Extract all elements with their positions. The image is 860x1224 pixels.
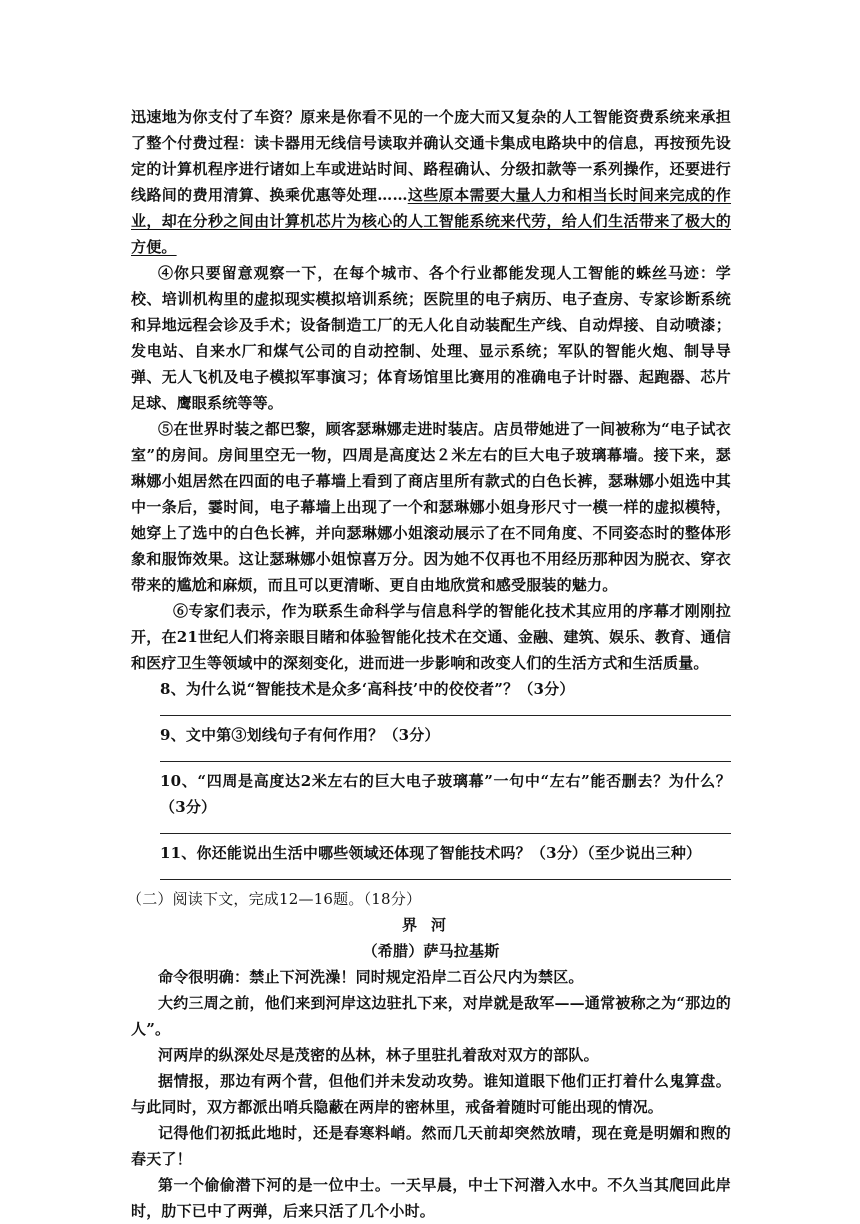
- underlined-sentence: 这些原本需要大量人力和相当长时间来完成的作业，却在分秒之间由计算机芯片为核心的人工智能系统来代劳，给人们生活带来了极大的方便。: [131, 186, 732, 256]
- story-paragraph: 据情报，那边有两个营，但他们并未发动攻势。谁知道眼下他们正打着什么鬼算盘。与此同时，双方都派出哨兵隐蔽在两岸的密林里，戒备着随时可能出现的情况。: [131, 1072, 731, 1116]
- answer-line-11[interactable]: [160, 866, 731, 880]
- story-paragraph: 大约三周之前，他们来到河岸这边驻扎下来，对岸就是敌军——通常被称之为“那边的人”。: [131, 994, 731, 1038]
- section-2-heading: （二）阅读下文，完成12—16题。（18分）: [127, 890, 422, 908]
- answer-line-10[interactable]: [160, 820, 731, 834]
- paragraph-6: ⑥专家们表示，作为联系生命科学与信息科学的智能化技术其应用的序幕才刚刚拉开，在21世纪人们将亲眼目睹和体验智能化技术在交通、金融、建筑、娱乐、教育、通信和医疗卫生等领域中的深刻变化，进而进一步影响和改变人们的生活方式和生活质量。: [131, 602, 731, 672]
- paragraph-5: ⑤在世界时装之都巴黎，顾客瑟琳娜走进时装店。店员带她进了一间被称为“电子试衣室”的房间。房间里空无一物，四周是高度达２米左右的巨大电子玻璃幕墙。接下来，瑟琳娜小姐居然在四面的电子幕墙上看到了商店里所有款式的白色长裤，瑟琳娜小姐选中其中一条后，霎时间，电子幕墙上出现了一个和瑟琳娜小姐身形尺寸一模一样的虚拟模特，她穿上了选中的白色长裤，并向瑟琳娜小姐滚动展示了在不同角度、不同姿态时的整体形象和服饰效果。这让瑟琳娜小姐惊喜万分。因为她不仅再也不用经历那种因为脱衣、穿衣带来的尴尬和麻烦，而且可以更清晰、更自由地欣赏和感受服装的魅力。: [131, 420, 731, 594]
- story-paragraph: 命令很明确：禁止下河洗澡！同时规定沿岸二百公尺内为禁区。: [158, 968, 584, 986]
- answer-line-8[interactable]: [160, 702, 731, 716]
- story-paragraph: 河两岸的纵深处尽是茂密的丛林，林子里驻扎着敌对双方的部队。: [158, 1046, 599, 1064]
- question-8: 8、为什么说“智能技术是众多‘高科技’中的佼佼者”？（3分）: [160, 680, 575, 698]
- story-paragraph: 记得他们初抵此地时，还是春寒料峭。然而几天前却突然放晴，现在竟是明媚和煦的春天了！: [131, 1124, 731, 1168]
- story-title: 界河: [401, 916, 460, 934]
- story-paragraph: 第一个偷偷潜下河的是一位中士。一天早晨，中士下河潜入水中。不久当其爬回此岸时，肋下已中了两弹，后来只活了几个小时。: [131, 1176, 731, 1220]
- paragraph-3-continued: [131, 104, 731, 260]
- document-body: [127, 104, 732, 1224]
- paragraph-4: ④你只要留意观察一下，在每个城市、各个行业都能发现人工智能的蛛丝马迹：学校、培训机构里的虚拟现实模拟培训系统；医院里的电子病历、电子查房、专家诊断系统和异地远程会诊及手术；设备制造工厂的无人化自动装配生产线、自动焊接、自动喷漆；发电站、自来水厂和煤气公司的自动控制、处理、显示系统；军队的智能火炮、制导导弹、无人飞机及电子模拟军事演习；体育场馆里比赛用的准确电子计时器、起跑器、芯片足球、鹰眼系统等等。: [131, 264, 731, 412]
- question-11: 11、你还能说出生活中哪些领域还体现了智能技术吗？（3分）（至少说出三种）: [160, 844, 702, 862]
- story-author: （希腊）萨马拉基斯: [362, 942, 500, 960]
- answer-line-9[interactable]: [160, 748, 731, 762]
- question-10: 10、“四周是高度达2米左右的巨大电子玻璃幕”一句中“左右”能否删去？为什么？（3分）: [160, 772, 731, 816]
- paragraph-3-text: 迅速地为你支付了车资？原来是你看不见的一个庞大而又复杂的人工智能资费系统来承担了整个付费过程：读卡器用无线信号读取并确认交通卡集成电路块中的信息，再按预先设定的计算机程序进行诸如上车或进站时间、路程确认、分级扣款等一系列操作，还要进行线路间的费用清算、换乘优惠等处理……: [131, 108, 731, 204]
- question-9: 9、文中第③划线句子有何作用？（3分）: [160, 726, 440, 744]
